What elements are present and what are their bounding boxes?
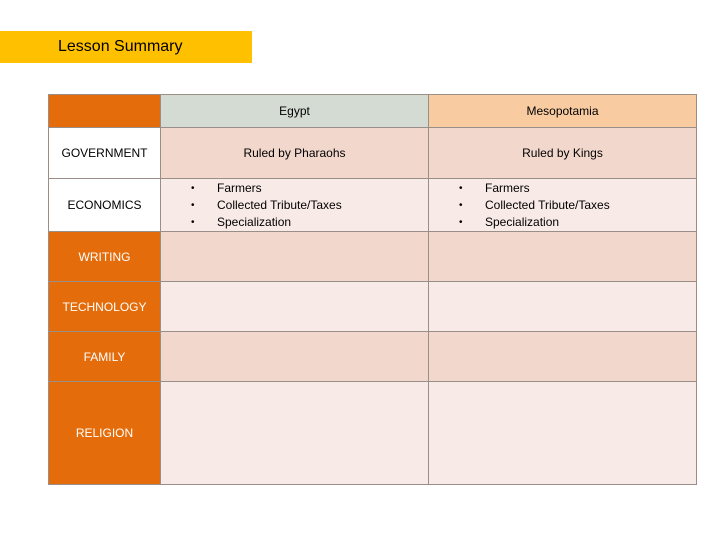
header-row bbox=[49, 95, 697, 128]
table-row-technology bbox=[49, 282, 697, 332]
row-label-government: GOVERNMENT bbox=[49, 128, 161, 179]
cell-egypt-government: Ruled by Pharaohs bbox=[161, 128, 429, 179]
cell-egypt-economics bbox=[161, 179, 429, 232]
table-row-writing bbox=[49, 232, 697, 282]
list-item: • Collected Tribute/Taxes bbox=[459, 197, 696, 214]
list-item: • Farmers bbox=[459, 180, 696, 197]
lesson-summary-banner bbox=[0, 31, 252, 63]
column-header-egypt: Egypt bbox=[161, 95, 429, 128]
list-item: • Specialization bbox=[459, 214, 696, 231]
cell-egypt-writing bbox=[161, 232, 429, 282]
cell-egypt-religion bbox=[161, 382, 429, 485]
row-label-writing: WRITING bbox=[49, 232, 161, 282]
row-label-economics: ECONOMICS bbox=[49, 179, 161, 232]
table-row-religion bbox=[49, 382, 697, 485]
egypt-economics-list bbox=[161, 180, 428, 231]
list-item: • Collected Tribute/Taxes bbox=[191, 197, 428, 214]
lesson-summary-title: Lesson Summary bbox=[58, 38, 183, 55]
cell-mesopotamia-technology bbox=[429, 282, 697, 332]
list-item: • Farmers bbox=[191, 180, 428, 197]
mesopotamia-economics-list bbox=[429, 180, 696, 231]
table-row-government bbox=[49, 128, 697, 179]
cell-mesopotamia-government: Ruled by Kings bbox=[429, 128, 697, 179]
corner-cell bbox=[49, 95, 161, 128]
cell-egypt-technology bbox=[161, 282, 429, 332]
list-item: • Specialization bbox=[191, 214, 428, 231]
row-label-family: FAMILY bbox=[49, 332, 161, 382]
cell-mesopotamia-religion bbox=[429, 382, 697, 485]
row-label-religion: RELIGION bbox=[49, 382, 161, 485]
cell-mesopotamia-economics bbox=[429, 179, 697, 232]
column-header-mesopotamia: Mesopotamia bbox=[429, 95, 697, 128]
cell-egypt-family bbox=[161, 332, 429, 382]
table-row-economics bbox=[49, 179, 697, 232]
cell-mesopotamia-writing bbox=[429, 232, 697, 282]
row-label-technology: TECHNOLOGY bbox=[49, 282, 161, 332]
comparison-table bbox=[48, 94, 697, 485]
table-row-family bbox=[49, 332, 697, 382]
cell-mesopotamia-family bbox=[429, 332, 697, 382]
